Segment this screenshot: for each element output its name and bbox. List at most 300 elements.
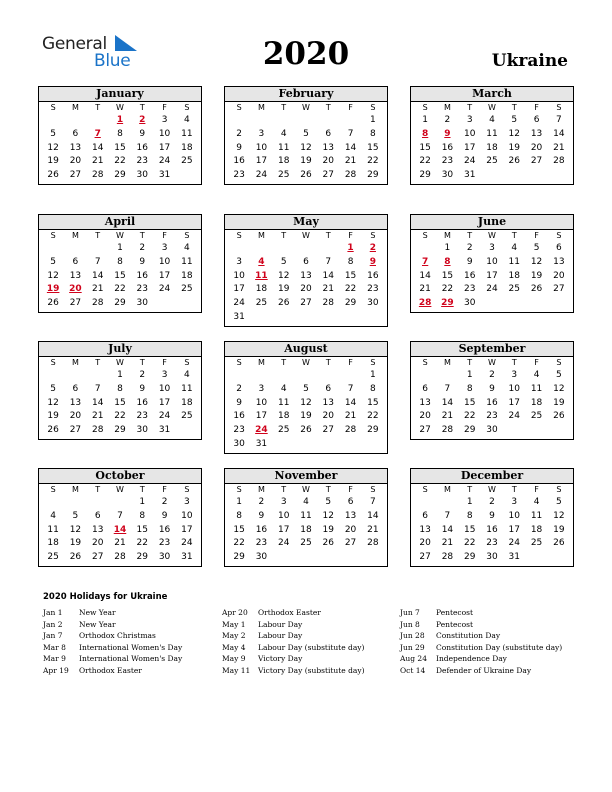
day: 14 bbox=[322, 270, 334, 281]
day: 25 bbox=[255, 298, 268, 309]
month-title: April bbox=[39, 215, 201, 230]
day: 19 bbox=[508, 142, 520, 153]
day: 8 bbox=[236, 510, 242, 521]
weekday-header: W bbox=[302, 231, 310, 240]
holiday-day: 14 bbox=[113, 524, 127, 535]
day: 9 bbox=[236, 397, 242, 408]
day: 24 bbox=[181, 538, 193, 549]
day: 27 bbox=[69, 298, 82, 309]
day: 13 bbox=[553, 256, 565, 267]
holiday-date: Apr 20 bbox=[222, 608, 248, 617]
day: 3 bbox=[161, 243, 168, 253]
day: 14 bbox=[441, 524, 454, 535]
holiday-name: Orthodox Christmas bbox=[79, 631, 156, 640]
day: 28 bbox=[344, 425, 357, 436]
day: 15 bbox=[114, 142, 126, 153]
day: 20 bbox=[344, 524, 357, 535]
day: 1 bbox=[369, 115, 376, 125]
day: 1 bbox=[466, 370, 473, 380]
day: 26 bbox=[530, 284, 543, 295]
weekday-header: M bbox=[443, 103, 451, 112]
weekday-header: S bbox=[50, 231, 56, 240]
day: 14 bbox=[344, 142, 357, 153]
day: 3 bbox=[511, 497, 518, 507]
day: 7 bbox=[369, 497, 376, 507]
day: 20 bbox=[69, 411, 82, 422]
weekday-header: F bbox=[348, 358, 353, 367]
weekday-header: F bbox=[162, 103, 167, 112]
weekday-header: F bbox=[348, 231, 353, 240]
day: 15 bbox=[233, 524, 245, 535]
day: 22 bbox=[367, 156, 379, 167]
day: 22 bbox=[233, 538, 245, 549]
day: 29 bbox=[463, 425, 476, 436]
holiday-row bbox=[222, 630, 402, 642]
day: 22 bbox=[441, 284, 454, 295]
empty-day bbox=[414, 369, 436, 383]
day: 7 bbox=[94, 383, 101, 394]
day: 4 bbox=[533, 497, 540, 507]
holiday-name: Labour Day (substitute day) bbox=[258, 642, 365, 652]
day: 9 bbox=[236, 142, 242, 153]
day: 16 bbox=[367, 270, 379, 281]
day: 14 bbox=[344, 397, 357, 408]
weekday-header: S bbox=[556, 103, 562, 112]
day: 21 bbox=[441, 538, 454, 549]
weekday-header: W bbox=[488, 358, 496, 367]
weekday-header: W bbox=[116, 485, 124, 494]
day: 10 bbox=[181, 510, 193, 521]
day: 7 bbox=[117, 510, 123, 521]
day: 15 bbox=[441, 270, 454, 281]
day: 14 bbox=[553, 128, 565, 139]
day: 12 bbox=[277, 270, 290, 281]
day: 1 bbox=[444, 243, 451, 253]
holiday-day: 9 bbox=[369, 256, 376, 267]
day: 27 bbox=[322, 170, 334, 181]
weekday-header: W bbox=[116, 231, 124, 240]
day: 11 bbox=[277, 397, 290, 408]
day: 30 bbox=[158, 552, 171, 563]
day: 17 bbox=[181, 524, 193, 535]
weekday-header: W bbox=[488, 231, 496, 240]
day: 14 bbox=[91, 142, 104, 153]
day: 29 bbox=[136, 552, 148, 563]
day: 20 bbox=[530, 142, 543, 153]
day: 21 bbox=[91, 284, 104, 295]
day: 26 bbox=[300, 425, 312, 436]
holiday-date: Oct 14 bbox=[400, 665, 426, 675]
day: 5 bbox=[555, 497, 562, 507]
day: 19 bbox=[69, 538, 82, 549]
logo-text-blue: Blue bbox=[94, 51, 131, 71]
day: 15 bbox=[114, 397, 126, 408]
day: 27 bbox=[553, 284, 565, 295]
holiday-date: Mar 9 bbox=[43, 654, 66, 663]
day: 14 bbox=[419, 270, 431, 281]
weekday-header: F bbox=[348, 103, 353, 112]
day-grid bbox=[39, 484, 201, 565]
day: 31 bbox=[255, 438, 268, 449]
holiday-name: Orthodox Easter bbox=[258, 608, 321, 617]
day: 20 bbox=[419, 411, 431, 422]
holiday-day: 11 bbox=[255, 270, 268, 281]
weekday-header: S bbox=[236, 231, 242, 240]
holiday-row bbox=[43, 607, 223, 619]
day: 29 bbox=[114, 298, 126, 309]
empty-day bbox=[295, 369, 317, 383]
day: 30 bbox=[441, 170, 454, 181]
day: 31 bbox=[233, 311, 245, 322]
day: 26 bbox=[322, 538, 334, 549]
weekday-header: F bbox=[162, 358, 167, 367]
day: 16 bbox=[233, 156, 245, 167]
empty-day bbox=[295, 242, 317, 256]
day: 9 bbox=[139, 383, 146, 394]
day: 5 bbox=[325, 497, 332, 507]
holiday-column bbox=[43, 607, 223, 676]
day: 16 bbox=[136, 270, 148, 281]
weekday-header: W bbox=[116, 358, 124, 367]
empty-day bbox=[64, 114, 86, 128]
weekday-header: S bbox=[370, 358, 376, 367]
empty-day bbox=[436, 496, 458, 510]
day: 3 bbox=[161, 115, 168, 125]
day: 19 bbox=[300, 156, 312, 167]
day: 18 bbox=[300, 524, 312, 535]
day: 6 bbox=[422, 510, 428, 521]
empty-day bbox=[317, 114, 339, 128]
day: 2 bbox=[161, 497, 168, 507]
day: 23 bbox=[441, 156, 454, 167]
day: 9 bbox=[139, 256, 146, 267]
day: 13 bbox=[69, 397, 82, 408]
day: 29 bbox=[114, 425, 126, 436]
day: 31 bbox=[181, 552, 193, 563]
empty-day bbox=[64, 369, 86, 383]
day: 28 bbox=[441, 425, 454, 436]
day: 8 bbox=[117, 256, 123, 267]
day: 21 bbox=[114, 538, 126, 549]
day: 29 bbox=[344, 298, 357, 309]
weekday-header: F bbox=[534, 231, 539, 240]
day: 29 bbox=[463, 552, 476, 563]
day: 27 bbox=[344, 538, 357, 549]
day: 23 bbox=[136, 411, 148, 422]
day: 13 bbox=[300, 270, 312, 281]
month-june bbox=[410, 214, 574, 313]
empty-day bbox=[42, 369, 64, 383]
day: 25 bbox=[508, 284, 520, 295]
day: 31 bbox=[158, 425, 171, 436]
empty-day bbox=[87, 114, 109, 128]
weekday-header: T bbox=[467, 231, 473, 240]
day: 13 bbox=[344, 510, 357, 521]
weekday-header: T bbox=[139, 485, 145, 494]
holiday-day: 2 bbox=[369, 243, 376, 253]
day: 10 bbox=[508, 383, 520, 394]
weekday-header: F bbox=[348, 485, 353, 494]
day: 27 bbox=[91, 552, 104, 563]
weekday-header: T bbox=[139, 231, 145, 240]
month-title: October bbox=[39, 469, 201, 484]
day: 26 bbox=[47, 425, 59, 436]
holiday-name: Victory Day bbox=[258, 654, 303, 663]
weekday-header: T bbox=[325, 231, 331, 240]
day: 26 bbox=[553, 538, 565, 549]
day: 6 bbox=[72, 128, 79, 139]
day: 2 bbox=[489, 497, 495, 507]
day: 24 bbox=[158, 411, 171, 422]
day: 15 bbox=[463, 524, 476, 535]
holiday-row bbox=[400, 630, 580, 642]
day: 23 bbox=[136, 156, 148, 167]
day: 3 bbox=[258, 383, 265, 394]
day: 12 bbox=[47, 397, 59, 408]
day: 17 bbox=[463, 142, 476, 153]
weekday-header: T bbox=[511, 485, 517, 494]
holiday-row bbox=[222, 665, 402, 677]
weekday-header: S bbox=[236, 358, 242, 367]
weekday-header: M bbox=[71, 358, 79, 367]
day: 18 bbox=[181, 142, 193, 153]
day: 21 bbox=[91, 156, 104, 167]
day: 22 bbox=[367, 411, 379, 422]
day: 1 bbox=[369, 370, 376, 380]
day: 22 bbox=[419, 156, 431, 167]
holiday-day: 1 bbox=[116, 115, 124, 125]
day: 20 bbox=[322, 156, 334, 167]
weekday-header: S bbox=[50, 358, 56, 367]
day: 28 bbox=[344, 170, 357, 181]
day: 21 bbox=[367, 524, 379, 535]
day: 2 bbox=[236, 383, 242, 394]
holiday-day: 7 bbox=[422, 256, 429, 267]
day: 27 bbox=[419, 552, 431, 563]
day: 12 bbox=[553, 510, 565, 521]
holiday-day: 28 bbox=[418, 298, 432, 309]
day: 23 bbox=[486, 411, 498, 422]
holiday-name: Defender of Ukraine Day bbox=[436, 665, 532, 675]
day: 7 bbox=[347, 383, 354, 394]
holiday-date: Jun 8 bbox=[400, 619, 420, 629]
day: 4 bbox=[183, 370, 190, 380]
day: 10 bbox=[233, 270, 245, 281]
day-grid bbox=[225, 102, 387, 183]
day: 30 bbox=[233, 438, 245, 449]
day: 28 bbox=[91, 298, 104, 309]
day: 16 bbox=[136, 142, 148, 153]
weekday-header: T bbox=[511, 358, 517, 367]
day: 28 bbox=[114, 552, 126, 563]
day: 8 bbox=[347, 256, 354, 267]
day: 22 bbox=[114, 411, 126, 422]
day: 18 bbox=[277, 411, 290, 422]
day: 18 bbox=[530, 524, 543, 535]
day: 3 bbox=[466, 115, 473, 125]
holiday-name: International Women's Day bbox=[79, 654, 183, 663]
weekday-header: T bbox=[325, 485, 331, 494]
weekday-header: F bbox=[534, 358, 539, 367]
day: 17 bbox=[233, 284, 245, 295]
day: 27 bbox=[530, 156, 543, 167]
holiday-name: Pentecost bbox=[436, 619, 474, 629]
empty-day bbox=[109, 496, 131, 510]
day: 28 bbox=[553, 156, 565, 167]
day: 29 bbox=[233, 552, 245, 563]
day: 21 bbox=[553, 142, 565, 153]
day: 10 bbox=[158, 128, 171, 139]
day: 11 bbox=[300, 510, 312, 521]
day: 9 bbox=[489, 383, 495, 394]
day: 30 bbox=[486, 425, 498, 436]
day: 26 bbox=[508, 156, 520, 167]
day: 15 bbox=[419, 142, 431, 153]
weekday-header: F bbox=[162, 485, 167, 494]
holiday-row bbox=[43, 630, 223, 642]
day: 6 bbox=[325, 128, 332, 139]
holiday-day: 20 bbox=[69, 284, 82, 295]
weekday-header: T bbox=[325, 358, 331, 367]
day: 2 bbox=[466, 243, 473, 253]
day: 30 bbox=[136, 425, 148, 436]
weekday-header: S bbox=[422, 485, 428, 494]
holiday-day: 9 bbox=[444, 128, 451, 139]
day: 7 bbox=[444, 383, 451, 394]
day: 18 bbox=[181, 397, 193, 408]
weekday-header: T bbox=[95, 103, 101, 112]
day: 18 bbox=[181, 270, 193, 281]
month-title: July bbox=[39, 342, 201, 357]
day: 8 bbox=[139, 510, 146, 521]
holiday-name: New Year bbox=[79, 608, 116, 617]
day: 15 bbox=[136, 524, 148, 535]
day: 29 bbox=[367, 425, 379, 436]
day: 8 bbox=[369, 128, 376, 139]
month-october bbox=[38, 468, 202, 567]
day: 23 bbox=[255, 538, 268, 549]
day: 5 bbox=[303, 383, 309, 394]
day: 8 bbox=[369, 383, 376, 394]
holiday-day: 4 bbox=[258, 256, 265, 267]
weekday-header: S bbox=[184, 358, 190, 367]
day: 5 bbox=[72, 510, 79, 521]
day: 20 bbox=[419, 538, 431, 549]
day: 9 bbox=[489, 510, 495, 521]
day-grid bbox=[411, 484, 573, 565]
day: 26 bbox=[300, 170, 312, 181]
weekday-header: S bbox=[184, 485, 190, 494]
holiday-date: Mar 8 bbox=[43, 642, 66, 652]
weekday-header: T bbox=[139, 103, 145, 112]
holiday-row bbox=[400, 665, 580, 677]
day: 19 bbox=[530, 270, 543, 281]
day: 3 bbox=[236, 256, 242, 267]
holiday-row bbox=[222, 619, 402, 631]
month-august bbox=[224, 341, 388, 454]
month-title: May bbox=[225, 215, 387, 230]
holiday-name: Labour Day bbox=[258, 619, 303, 629]
day: 17 bbox=[277, 524, 290, 535]
day: 13 bbox=[69, 270, 82, 281]
day: 15 bbox=[367, 397, 379, 408]
day: 11 bbox=[530, 510, 543, 521]
day-grid bbox=[411, 230, 573, 311]
weekday-header: S bbox=[370, 231, 376, 240]
day: 21 bbox=[419, 284, 431, 295]
day: 3 bbox=[258, 128, 265, 139]
day: 12 bbox=[300, 397, 312, 408]
day: 25 bbox=[181, 284, 193, 295]
day: 10 bbox=[486, 256, 498, 267]
empty-day bbox=[250, 369, 272, 383]
day: 6 bbox=[555, 243, 562, 253]
holiday-day: 7 bbox=[94, 128, 101, 139]
empty-day bbox=[317, 369, 339, 383]
day: 19 bbox=[47, 411, 59, 422]
day-grid bbox=[411, 357, 573, 438]
holiday-date: Jun 7 bbox=[400, 608, 420, 617]
day: 28 bbox=[367, 538, 379, 549]
day: 24 bbox=[508, 411, 520, 422]
day: 3 bbox=[183, 497, 190, 507]
weekday-header: M bbox=[257, 485, 265, 494]
day: 14 bbox=[441, 397, 454, 408]
day: 13 bbox=[91, 524, 104, 535]
day: 20 bbox=[69, 156, 82, 167]
day: 22 bbox=[463, 411, 476, 422]
day: 5 bbox=[50, 383, 56, 394]
day: 18 bbox=[508, 270, 520, 281]
day: 15 bbox=[463, 397, 476, 408]
day: 30 bbox=[136, 298, 148, 309]
day: 22 bbox=[344, 284, 357, 295]
day: 22 bbox=[114, 156, 126, 167]
empty-day bbox=[42, 242, 64, 256]
day: 27 bbox=[322, 425, 334, 436]
day: 26 bbox=[47, 170, 59, 181]
day: 23 bbox=[136, 284, 148, 295]
weekday-header: S bbox=[556, 485, 562, 494]
empty-day bbox=[64, 242, 86, 256]
weekday-header: F bbox=[534, 103, 539, 112]
month-title: November bbox=[225, 469, 387, 484]
holiday-date: Jun 28 bbox=[400, 631, 425, 640]
day: 29 bbox=[367, 170, 379, 181]
day: 12 bbox=[300, 142, 312, 153]
day: 18 bbox=[530, 397, 543, 408]
empty-day bbox=[273, 114, 295, 128]
empty-day bbox=[228, 242, 250, 256]
day: 1 bbox=[117, 370, 123, 380]
day: 20 bbox=[91, 538, 104, 549]
day: 11 bbox=[181, 383, 193, 394]
weekday-header: T bbox=[325, 103, 331, 112]
day: 6 bbox=[72, 256, 79, 267]
holiday-date: May 4 bbox=[222, 642, 246, 652]
holiday-day: 2 bbox=[139, 115, 146, 125]
day: 15 bbox=[114, 270, 126, 281]
day: 6 bbox=[303, 256, 309, 267]
day: 16 bbox=[441, 142, 454, 153]
day: 26 bbox=[553, 411, 565, 422]
weekday-header: S bbox=[184, 103, 190, 112]
month-title: March bbox=[411, 87, 573, 102]
weekday-header: T bbox=[511, 103, 517, 112]
day: 25 bbox=[181, 156, 193, 167]
weekday-header: F bbox=[534, 485, 539, 494]
day-grid bbox=[225, 357, 387, 452]
